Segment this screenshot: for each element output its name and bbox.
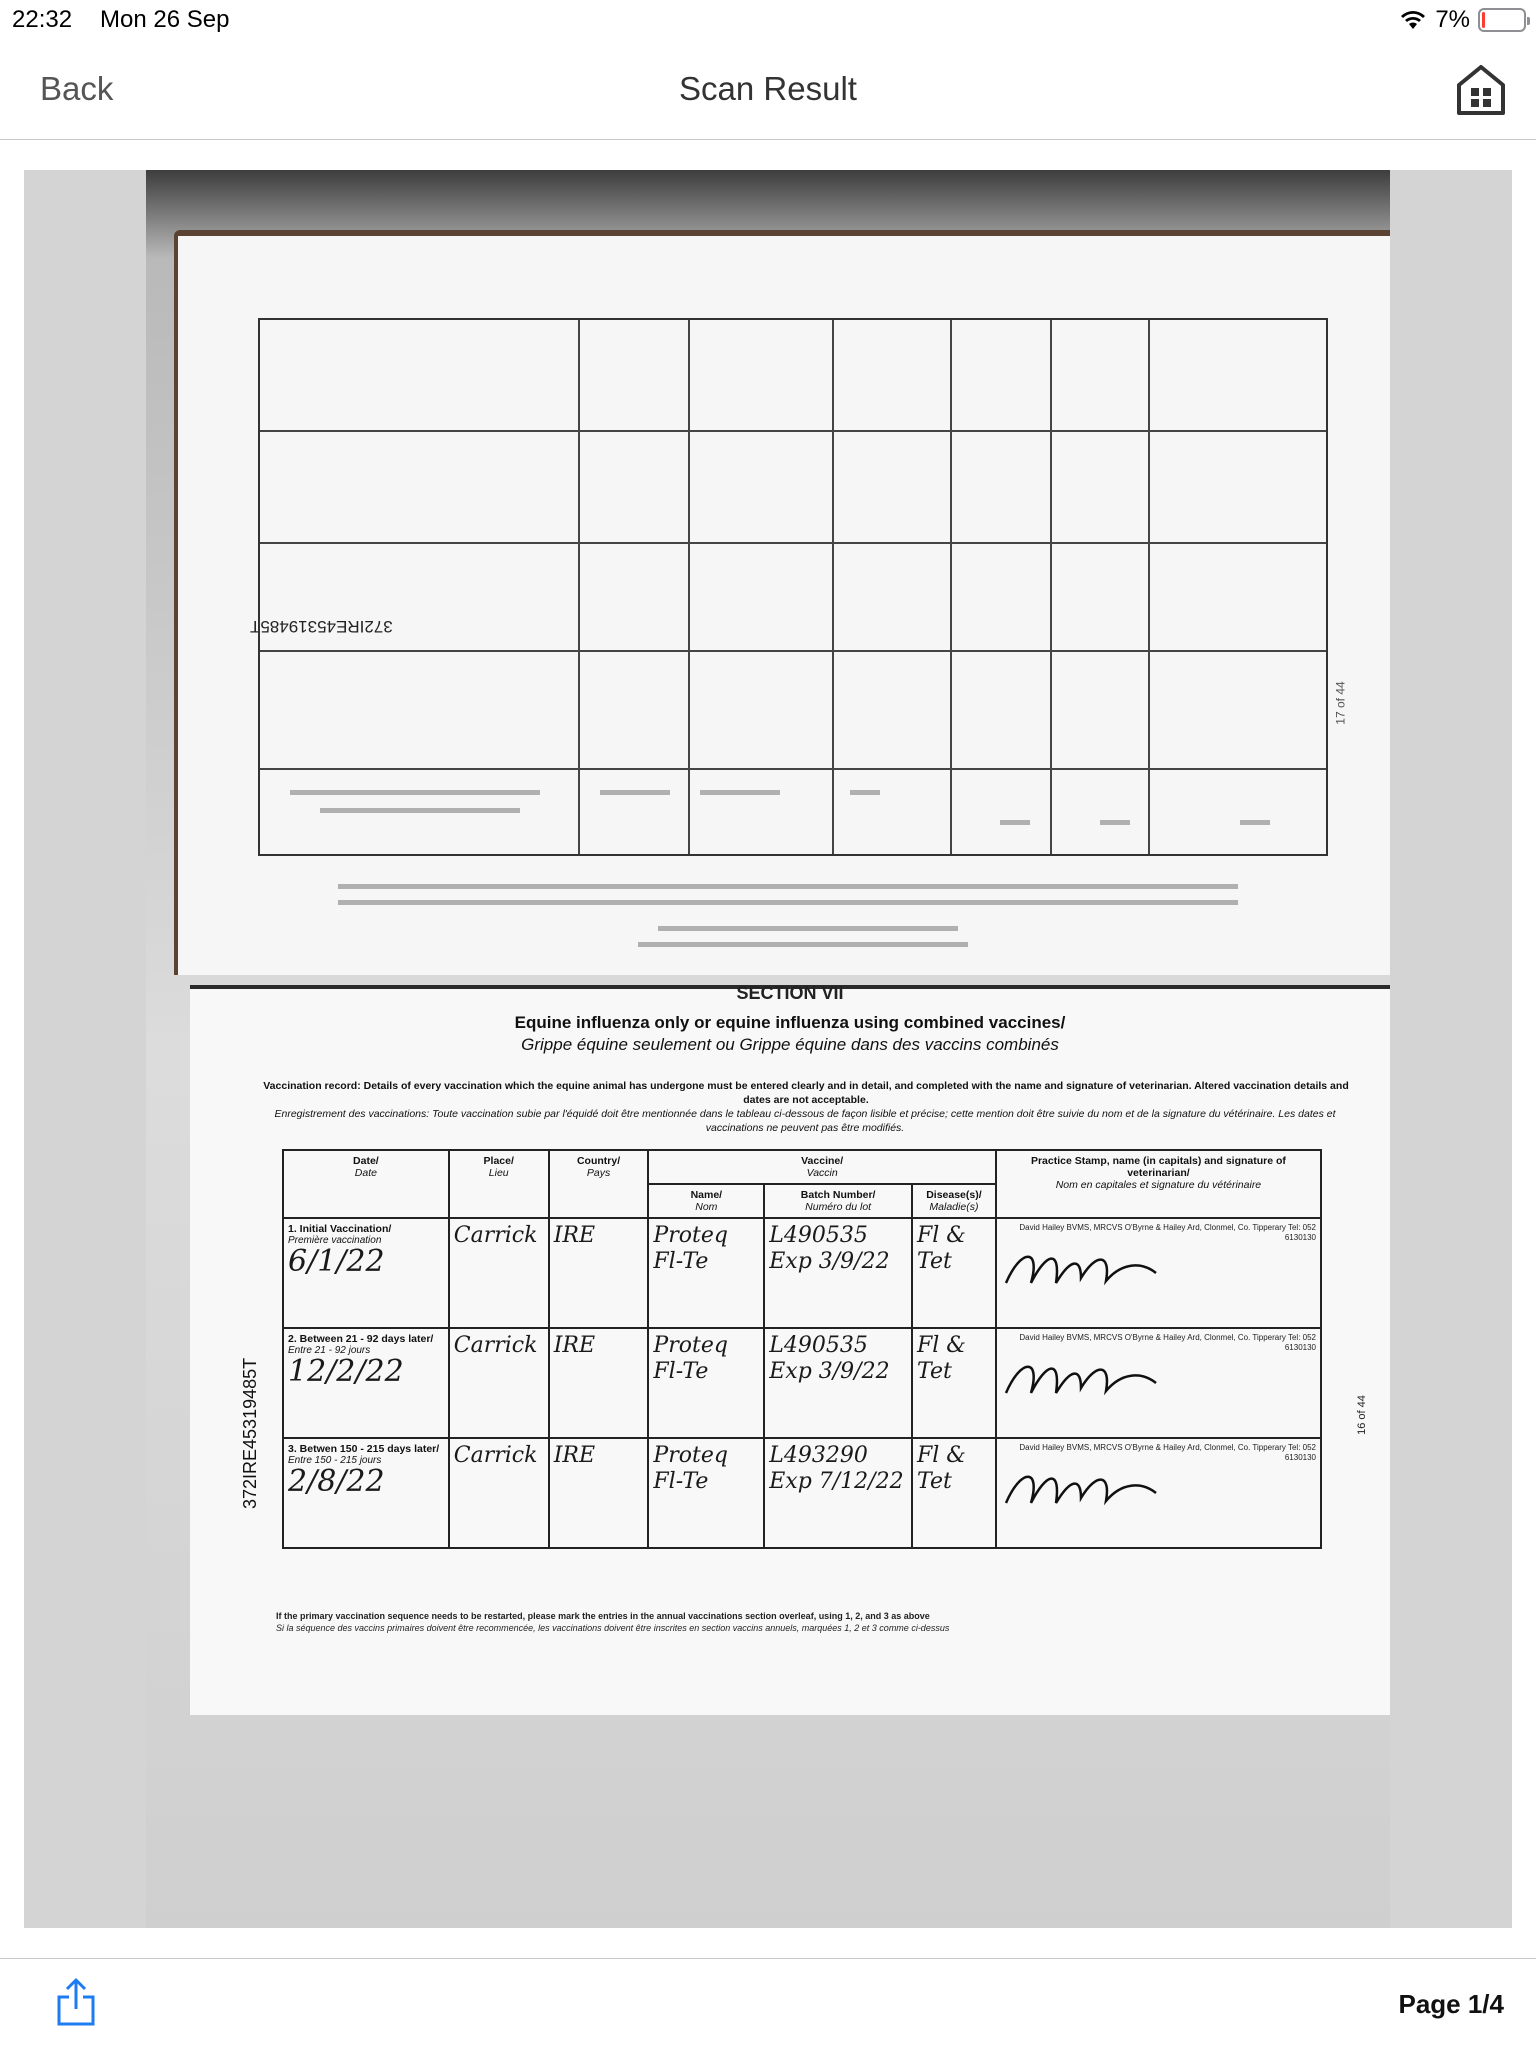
table-header-row: [283, 1150, 1321, 1184]
wifi-icon: [1399, 9, 1427, 31]
status-indicators: [1399, 6, 1526, 34]
cell-date: 1. Initial Vaccination/ Première vaccination 6/1/22: [283, 1218, 449, 1328]
faded-text: [1000, 820, 1030, 825]
cell-disease: Fl & Tet: [912, 1328, 996, 1438]
grid-line: [578, 320, 580, 854]
faded-text: [638, 942, 968, 947]
grid-line: [260, 542, 1326, 544]
section-title-en: Equine influenza only or equine influenza using combined vaccines/: [514, 1013, 1066, 1032]
cell-place: Carrick: [449, 1328, 549, 1438]
vet-signature: [1001, 1353, 1161, 1403]
battery-icon: [1478, 8, 1526, 32]
battery-percentage: 7%: [1435, 6, 1470, 33]
back-button[interactable]: Back: [40, 70, 114, 107]
grid-line: [1050, 320, 1052, 854]
grid-line: [688, 320, 690, 854]
vaccination-table: [282, 1149, 1322, 1549]
footnote-en: If the primary vaccination sequence needs to be restarted, please mark the entries in the annual vaccinations section overleaf, using 1, 2, and 3 as above: [276, 1611, 930, 1621]
faded-text: [600, 790, 670, 795]
grid-line: [832, 320, 834, 854]
vet-signature: [1001, 1463, 1161, 1513]
header-place: Place/ Lieu: [449, 1150, 549, 1218]
faded-text: [700, 790, 780, 795]
cell-date: 2. Between 21 - 92 days later/ Entre 21 - 92 jours 12/2/22: [283, 1328, 449, 1438]
vet-signature: [1001, 1243, 1161, 1293]
faded-text: [1100, 820, 1130, 825]
home-icon[interactable]: [1456, 64, 1506, 116]
page-indicator: Page 1/4: [1398, 1989, 1504, 2019]
vet-stamp: David Hailey BVMS, MRCVS O'Byrne & Hailey Ard, Clonmel, Co. Tipperary Tel: 052 6130130: [1019, 1443, 1316, 1462]
annual-vaccination-grid: [258, 318, 1328, 856]
cell-batch: L493290 Exp 7/12/22: [764, 1438, 912, 1548]
record-instructions-en: Vaccination record: Details of every vaccination which the equine animal has undergone must be entered clearly and in detail, and completed with the name and signature of veterinarian. Altered vaccination details and dates are not acceptable.: [263, 1080, 1349, 1106]
scanned-document: [146, 170, 1390, 1928]
header-name: Name/ Nom: [648, 1184, 764, 1218]
cell-place: Carrick: [449, 1218, 549, 1328]
faded-text: [1240, 820, 1270, 825]
cell-stamp: [996, 1328, 1321, 1438]
section-title-fr: Grippe équine seulement ou Grippe équine dans des vaccins combinés: [521, 1035, 1059, 1054]
header-country: Country/ Pays: [549, 1150, 649, 1218]
share-icon[interactable]: [56, 1977, 96, 2027]
status-time: 22:32: [12, 6, 73, 33]
cell-date: 3. Betwen 150 - 215 days later/ Entre 150 - 215 jours 2/8/22: [283, 1438, 449, 1548]
cell-vaccine-name: Proteq Fl-Te: [648, 1438, 764, 1548]
table-row: [283, 1328, 1321, 1438]
spine-code-lower: 372IRE45319485T: [240, 1357, 260, 1509]
footnote-fr: Si la séquence des vaccins primaires doivent être recommencée, les vaccinations doivent être inscrites en section vaccins annuels, marquées 1, 2 et 3 comme ci-dessus: [276, 1623, 950, 1633]
header-vaccine: Vaccine/ Vaccin: [648, 1150, 995, 1184]
cell-disease: Fl & Tet: [912, 1218, 996, 1328]
status-bar: [0, 0, 1536, 40]
spine-code-upper: 372IRE45319485T: [250, 617, 393, 636]
cell-vaccine-name: Proteq Fl-Te: [648, 1328, 764, 1438]
grid-line: [260, 430, 1326, 432]
grid-line: [260, 768, 1326, 770]
faded-text: [658, 926, 958, 931]
header-stamp: Practice Stamp, name (in capitals) and signature of veterinarian/ Nom en capitales et signature du vétérinaire: [996, 1150, 1321, 1218]
faded-text: [290, 790, 540, 795]
faded-text: [320, 808, 520, 813]
scan-viewer[interactable]: [24, 170, 1512, 1928]
faded-text: [850, 790, 880, 795]
vet-stamp: David Hailey BVMS, MRCVS O'Byrne & Hailey Ard, Clonmel, Co. Tipperary Tel: 052 6130130: [1019, 1333, 1316, 1352]
cell-country: IRE: [549, 1328, 649, 1438]
bottom-toolbar: [0, 1958, 1536, 2048]
grid-line: [950, 320, 952, 854]
table-row: [283, 1438, 1321, 1548]
page-number: 16 of 44: [1356, 1395, 1369, 1435]
cell-batch: L490535 Exp 3/9/22: [764, 1328, 912, 1438]
grid-line: [1148, 320, 1150, 854]
upper-page-number: 17 of 44: [1333, 681, 1348, 725]
record-instructions-fr: Enregistrement des vaccinations: Toute vaccination subie par l'équidé doit être mentionnée dans le tableau ci-dessous de façon lisible et précise; cette mention doit être suivie du nom et de la signature du vétérinaire. Les dates et vaccinations ne peuvent pas être modifiés.: [274, 1108, 1336, 1134]
page-title: Scan Result: [679, 70, 857, 107]
table-row: [283, 1218, 1321, 1328]
header-disease: Disease(s)/ Maladie(s): [912, 1184, 996, 1218]
cell-stamp: [996, 1438, 1321, 1548]
cell-country: IRE: [549, 1218, 649, 1328]
cell-stamp: [996, 1218, 1321, 1328]
header-date: Date/ Date: [283, 1150, 449, 1218]
vet-stamp: David Hailey BVMS, MRCVS O'Byrne & Hailey Ard, Clonmel, Co. Tipperary Tel: 052 6130130: [1019, 1223, 1316, 1242]
cell-batch: L490535 Exp 3/9/22: [764, 1218, 912, 1328]
status-date: Mon 26 Sep: [100, 6, 230, 33]
battery-level: [1482, 12, 1485, 28]
cell-disease: Fl & Tet: [912, 1438, 996, 1548]
cell-vaccine-name: Proteq Fl-Te: [648, 1218, 764, 1328]
section-vii-page: [190, 985, 1390, 1715]
grid-line: [260, 650, 1326, 652]
navigation-bar: [0, 40, 1536, 140]
section-heading: SECTION VII: [736, 983, 844, 1003]
header-batch: Batch Number/ Numéro du lot: [764, 1184, 912, 1218]
upper-page: [174, 230, 1390, 975]
cell-place: Carrick: [449, 1438, 549, 1548]
cell-country: IRE: [549, 1438, 649, 1548]
faded-text: [338, 884, 1238, 889]
faded-text: [338, 900, 1238, 905]
